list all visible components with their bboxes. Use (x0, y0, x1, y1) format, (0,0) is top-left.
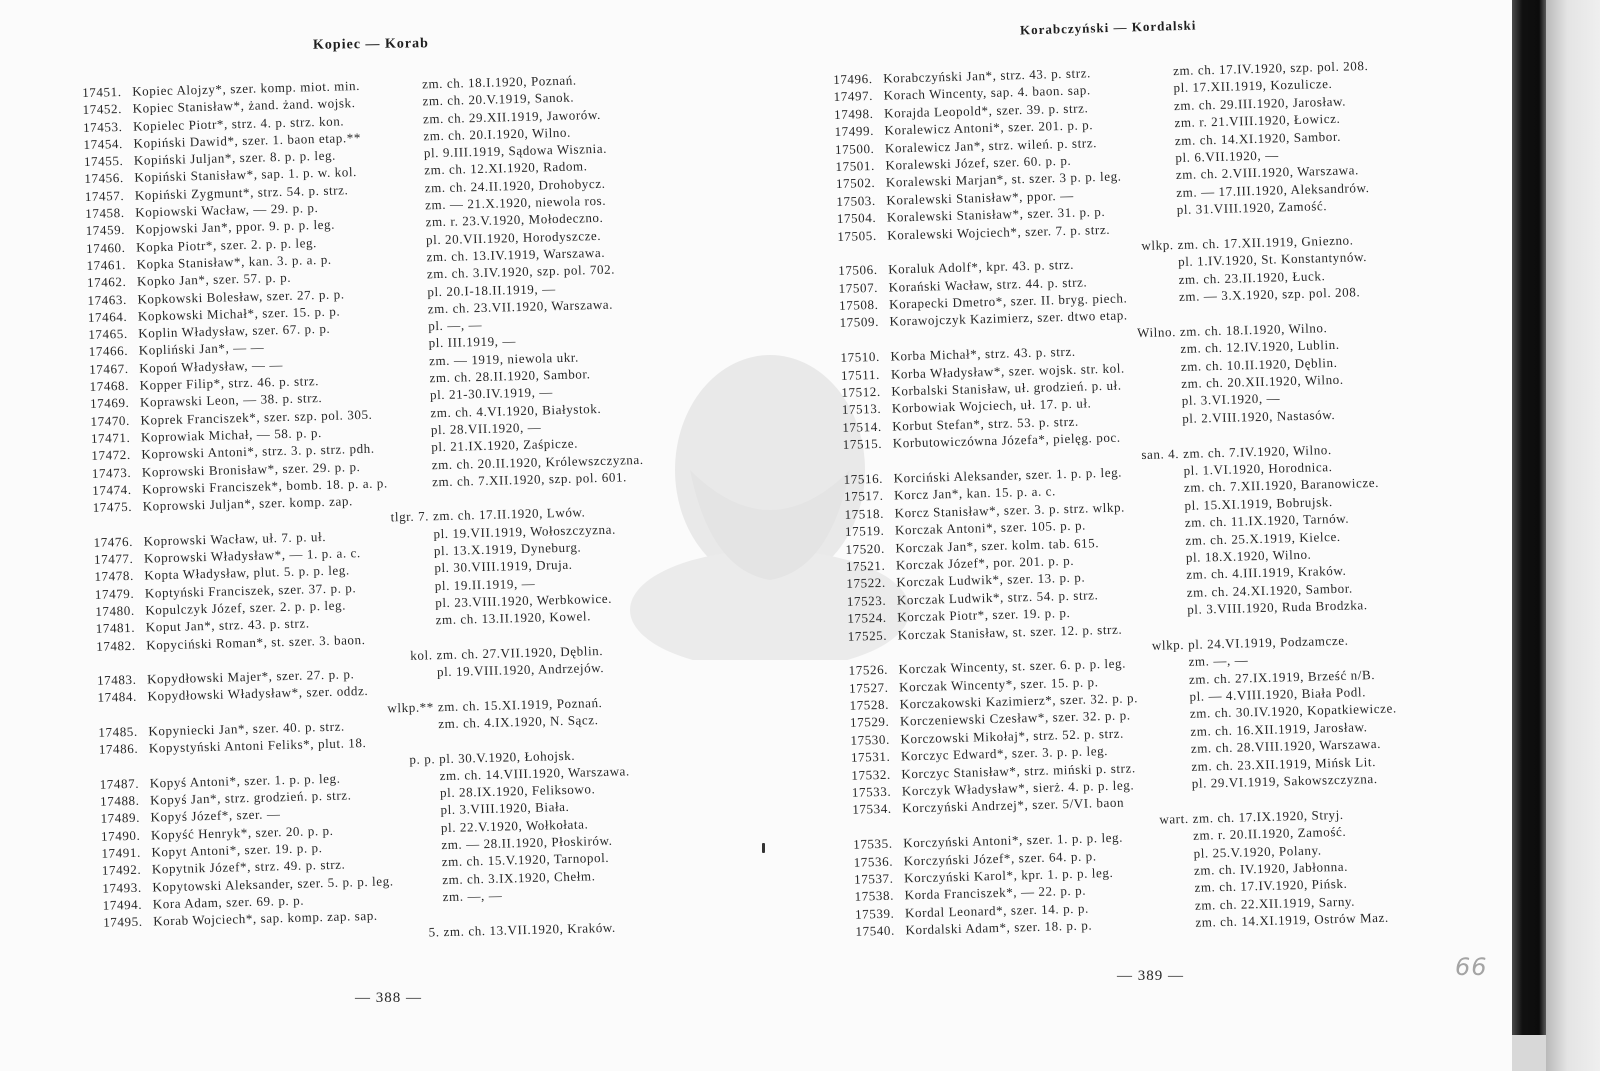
entry-number: 17503. (836, 192, 876, 209)
entry-description: Kopiec Alojzy*, szer. komp. miot. min. (132, 77, 361, 99)
entry-status: zm. ch. 25.X.1919, Kielce. (1185, 528, 1341, 548)
entry-description: Kopielec Piotr*, strz. 4. p. strz. kon. (132, 112, 345, 134)
entry-number: 17531. (850, 748, 891, 765)
entry-description: Korda Franciszek*, — 22. p. p. (904, 883, 1087, 903)
entry-continuation: tlgr. 7. (390, 508, 430, 525)
entry-description: Korczowski Mikołaj*, strz. 52. p. strz. (900, 725, 1125, 747)
entry-status: pl. 19.VIII.1920, Andrzejów. (436, 660, 605, 680)
entry-description: Kopko Jan*, szer. 57. p. p. (136, 270, 292, 289)
entry-number: 17504. (836, 210, 877, 227)
entry-status: pl. 22.V.1920, Wołkołata. (440, 816, 589, 835)
entry-number: 17540. (855, 922, 896, 939)
entry-number: 17464. (87, 308, 128, 325)
entry-status: pl. 1.VI.1920, Horodnica. (1183, 459, 1333, 478)
entry-number: 17536. (853, 853, 894, 870)
entry-description: Korajda Leopold*, szer. 39. p. strz. (883, 100, 1089, 121)
entry-number: 17532. (851, 766, 891, 783)
entry-number: 17508. (838, 296, 879, 313)
entry-number: 17475. (92, 498, 133, 515)
entry-number: 17509. (839, 314, 880, 331)
entry-description: Korawojczyk Kazimierz, szer. dtwo etap. (889, 307, 1128, 330)
entry-number: 17451. (82, 84, 122, 100)
entry-continuation: san. 4. (1141, 445, 1180, 462)
entry-status: zm. ch. 22.XII.1919, Sarny. (1194, 893, 1356, 913)
entry-number: 17527. (848, 679, 889, 696)
entry-number: 17528. (849, 696, 890, 713)
entry-number: 17480. (95, 602, 135, 619)
entry-status: zm. ch. 12.IV.1920, Lublin. (1180, 337, 1340, 357)
entry-status: zm. ch. 18.I.1920, Wilno. (1179, 320, 1328, 339)
entry-status: zm. ch. 20.II.1920, Królewszczyzna. (431, 451, 644, 472)
entry-number: 17470. (90, 412, 131, 429)
entry-status: zm. ch. 24.II.1920, Drohobycz. (424, 175, 606, 196)
entry-description: Korab Wojciech*, sap. komp. zap. sap. (153, 908, 378, 929)
entry-status: zm. ch. 17.IV.1920, Pińsk. (1194, 876, 1348, 896)
entry-description: Kopyś Józef*, szer. — (150, 806, 281, 825)
entry-description: Korba Michał*, strz. 43. p. strz. (890, 343, 1076, 364)
entry-description: Korach Wincenty, sap. 4. baon. sap. (883, 82, 1091, 104)
entry-number: 17499. (834, 123, 875, 140)
entry-status: pl. 3.VIII.1920, Biała. (440, 799, 570, 818)
entry-continuation: wlkp. (1141, 237, 1174, 253)
entry-number: 17500. (834, 140, 875, 157)
entry-description: Kopyść Henryk*, szer. 20. p. p. (150, 822, 334, 843)
entry-description: Koprowski Juljan*, szer. komp. zap. (142, 493, 354, 514)
entry-number: 17511. (840, 366, 881, 383)
entry-status: pl. 23.VIII.1920, Werbkowice. (435, 590, 613, 611)
entry-status: zm. ch. 23.II.1920, Łuck. (1178, 267, 1326, 287)
entry-number: 17514. (842, 418, 882, 435)
entry-number: 17453. (82, 118, 123, 135)
entry-status: pl. 31.VIII.1920, Zamość. (1176, 198, 1328, 218)
left-page-entries (82, 72, 644, 949)
entry-description: Koprowski Antoni*, strz. 3. p. strz. pdh. (141, 440, 375, 462)
entry-status: pl. 15.XI.1919, Bobrujsk. (1184, 493, 1333, 513)
entry-description: Korbalski Stanisław, uł. grodzień. p. uł. (891, 377, 1122, 399)
entry-status: zm. — 17.III.1920, Aleksandrów. (1176, 179, 1370, 200)
entry-number: 17487. (99, 775, 140, 792)
entry-status: zm. ch. 14.XI.1920, Sambor. (1174, 128, 1342, 148)
entry-status: zm. ch. 2.VIII.1920, Warszawa. (1175, 162, 1360, 183)
entry-status: zm. ch. 14.XI.1919, Ostrów Maz. (1195, 909, 1389, 930)
entry-status: zm. — 3.X.1920, szp. pol. 208. (1178, 284, 1361, 305)
entry-status: zm. ch. 17.IV.1920, szp. pol. 208. (1172, 57, 1369, 79)
entry-number: 17472. (91, 447, 131, 464)
entry-number: 17526. (848, 662, 889, 679)
entry-number: 17518. (844, 505, 885, 522)
entry-number: 17535. (853, 835, 893, 852)
entry-status: zm. ch. 13.II.1920, Kowel. (435, 608, 592, 628)
entry-number: 17490. (100, 827, 141, 844)
entry-description: Korabczyński Jan*, strz. 43. p. strz. (883, 65, 1092, 86)
entry-status: zm. ch. 15.V.1920, Tarnopol. (441, 850, 610, 870)
entry-number: 17483. (96, 671, 137, 688)
entry-status: pl. 17.XII.1919, Kozulicze. (1173, 76, 1333, 96)
entry-description: Korcz Jan*, kan. 15. p. a. c. (893, 483, 1057, 503)
entry-description: Koralewicz Jan*, strz. wileń. p. strz. (884, 134, 1098, 156)
scan-speck (762, 843, 765, 853)
entry-description: Korczak Ludwik*, szer. 13. p. p. (896, 569, 1086, 590)
entry-status: zm. ch. 3.IX.1920, Chełm. (442, 867, 596, 887)
entry-description: Koplin Władysław, szer. 67. p. p. (138, 320, 331, 341)
entry-description: Kopkowski Michał*, szer. 15. p. p. (137, 303, 341, 324)
entry-status: zm. ch. 13.VII.1920, Kraków. (443, 919, 616, 939)
entry-description: Korczyński Antoni*, szer. 1. p. p. leg. (903, 829, 1124, 851)
entry-number: 17497. (833, 88, 874, 105)
entry-status: pl. 28.IX.1920, Feliksowo. (439, 781, 596, 801)
entry-status: zm. ch. 4.III.1919, Kraków. (1186, 563, 1347, 583)
entry-number: 17469. (89, 395, 130, 412)
entry-number: 17529. (849, 714, 890, 731)
entry-status: pl. 20.VII.1920, Horodyszcze. (425, 227, 602, 248)
entry-description: Korba Władysław*, szer. wojsk. str. kol. (890, 360, 1125, 382)
entry-description: Kopiński Zygmunt*, strz. 54. p. strz. (134, 182, 349, 203)
entry-status: pl. 3.VIII.1920, Ruda Brodzka. (1187, 597, 1368, 618)
entry-number: 17512. (841, 383, 881, 400)
entry-description: Kopiński Stanisław*, sap. 1. p. w. kol. (134, 164, 358, 186)
entry-status: pl. 6.VII.1920, — (1175, 147, 1279, 166)
entry-description: Kordalski Adam*, szer. 18. p. p. (905, 917, 1093, 938)
entry-description: Korczak Jan*, szer. kolm. tab. 615. (895, 534, 1100, 556)
entry-number: 17460. (85, 239, 126, 256)
entry-description: Kopka Stanisław*, kan. 3. p. a. p. (136, 251, 332, 272)
entry-description: Korczak Ludwik*, strz. 54. p. strz. (896, 586, 1099, 608)
entry-number: 17510. (840, 349, 881, 366)
entry-description: Kopytnik Józef*, strz. 49. p. strz. (151, 856, 346, 877)
entry-number: 17457. (84, 187, 125, 204)
entry-number: 17482. (96, 637, 136, 654)
entry-number: 17495. (103, 913, 143, 930)
entry-status: zm. ch. 17.II.1920, Lwów. (432, 504, 586, 524)
entry-description: Korczak Józef*, por. 201. p. p. (895, 552, 1075, 573)
entry-description: Korcz Stanisław*, szer. 3. p. strz. wlkp. (894, 499, 1126, 521)
entry-status: zm. —, — (442, 887, 503, 905)
entry-number: 17459. (85, 222, 126, 239)
entry-number: 17523. (846, 592, 887, 609)
entry-number: 17467. (89, 360, 129, 377)
entry-number: 17530. (850, 731, 891, 748)
entry-status: zm. — 1919, niewola ukr. (428, 349, 580, 369)
entry-status: pl. 21-30.IV.1919, — (429, 384, 554, 403)
entry-status: zm. ch. 20.I.1920, Wilno. (423, 124, 572, 144)
entry-description: Koprowski Władysław*, — 1. p. a. c. (143, 545, 361, 566)
entry-status: zm. ch. 20.V.1919, Sanok. (422, 89, 575, 109)
entry-number: 17517. (843, 488, 884, 505)
entry-status: pl. 24.VI.1919, Podzamcze. (1187, 632, 1349, 652)
entry-status: pl. 29.VI.1919, Sakowszczyzna. (1191, 771, 1378, 791)
entry-description: Kopytowski Aleksander, szer. 5. p. p. leg. (152, 873, 394, 895)
entry-description: Kopyś Jan*, strz. grodzień. p. strz. (149, 787, 352, 808)
entry-status: zm. ch. 29.XII.1919, Jaworów. (422, 106, 602, 126)
entry-number: 17484. (97, 689, 138, 706)
entry-number: 17520. (845, 540, 886, 557)
entry-number: 17471. (90, 429, 131, 446)
entry-description: Kopper Filip*, strz. 46. p. strz. (139, 373, 320, 393)
entry-description: Koralewski Stanisław*, szer. 31. p. p. (886, 204, 1106, 225)
scanner-margin-bottom (1512, 1035, 1546, 1071)
left-page-number: — 388 — (355, 990, 422, 1006)
entry-status: zm. ch. 7.XII.1920, Baranowicze. (1183, 475, 1380, 496)
entry-number: 17479. (94, 585, 135, 602)
entry-number: 17537. (853, 870, 894, 887)
entry-description: Koralewski Stanisław*, ppor. — (886, 187, 1074, 208)
entry-status: zm. ch. 23.XII.1919, Mińsk Lit. (1191, 753, 1377, 774)
entry-description: Korczyc Stanisław*, strz. miński p. strz. (901, 759, 1136, 782)
entry-description: Koprek Franciszek*, szer. szp. pol. 305. (140, 406, 373, 428)
entry-status: zm. ch. 27.VII.1920, Dęblin. (436, 642, 604, 663)
entry-description: Kopkowski Bolesław, szer. 27. p. p. (137, 285, 345, 307)
entry-number: 17524. (847, 609, 887, 626)
entry-description: Kopoń Władysław, — — (139, 356, 284, 376)
entry-number: 17521. (845, 557, 886, 574)
entry-number: 17474. (92, 481, 132, 498)
entry-description: Korbutowiczówna Józefa*, pielęg. poc. (892, 429, 1121, 451)
scanner-margin (1546, 0, 1600, 1071)
entry-number: 17501. (835, 157, 876, 174)
entry-status: pl. III.1919, — (428, 333, 517, 351)
entry-number: 17478. (94, 568, 135, 585)
entry-status: pl. 1.IV.1920, St. Konstantynów. (1177, 249, 1368, 270)
entry-description: Kopiński Dawid*, szer. 1. baon etap.** (133, 129, 362, 151)
entry-status: zm. ch. 15.XI.1919, Poznań. (437, 694, 603, 714)
entry-status: zm. ch. 3.IV.1920, szp. pol. 702. (426, 261, 616, 282)
left-page-header: Kopiec — Korab (312, 36, 429, 53)
entry-number: 17465. (88, 326, 128, 343)
entry-number: 17506. (838, 262, 878, 279)
entry-status: zm. ch. 11.IX.1920, Tarnów. (1184, 510, 1350, 531)
entry-continuation: kol. (410, 647, 433, 663)
entry-description: Koralewski Wojciech*, szer. 7. p. strz. (887, 221, 1111, 243)
entry-status: pl. 30.VIII.1919, Druja. (434, 557, 573, 576)
entry-description: Koprowski Franciszek*, bomb. 18. p. a. p. (142, 475, 388, 497)
entry-continuation: wart. (1159, 810, 1189, 827)
entry-description: Korczak Wincenty, st. szer. 6. p. p. leg. (898, 655, 1127, 677)
entry-description: Koput Jan*, strz. 43. p. strz. (145, 615, 310, 635)
entry-description: Koraluk Adolf*, kpr. 43. p. strz. (888, 257, 1075, 277)
book-edge-shadow (1512, 0, 1546, 1035)
entry-status: zm. r. 21.VIII.1920, Łowicz. (1174, 110, 1341, 131)
entry-description: Kopjowski Jan*, ppor. 9. p. p. leg. (135, 217, 336, 238)
entry-status: zm. — 28.II.1920, Płoskirów. (441, 832, 613, 853)
entry-number: 17538. (854, 888, 895, 905)
entry-description: Koprowski Bronisław*, szer. 29. p. p. (141, 458, 361, 480)
entry-status: pl. 9.III.1919, Sądowa Wisznia. (423, 140, 608, 161)
entry-status: zm. r. 20.II.1920, Zamość. (1192, 824, 1347, 844)
entry-number: 17466. (88, 343, 129, 360)
entry-status: zm. ch. 30.IV.1920, Kopatkiewicze. (1189, 700, 1397, 722)
entry-number: 17477. (93, 550, 134, 567)
entry-description: Kopulczyk Józef, szer. 2. p. p. leg. (145, 597, 347, 618)
entry-description: Kopystyński Antoni Feliks*, plut. 18. (148, 735, 367, 756)
entry-status: zm. r. 23.V.1920, Mołodeczno. (425, 210, 604, 230)
entry-number: 17525. (847, 627, 888, 644)
entry-status: zm. —, — (1188, 652, 1249, 670)
entry-description: Koralewski Józef, szer. 60. p. p. (885, 152, 1072, 173)
entry-status: zm. ch. 7.XII.1920, szp. pol. 601. (431, 469, 628, 490)
entry-description: Kopiowski Wacław, — 29. p. p. (135, 200, 319, 220)
entry-description: Kopka Piotr*, szer. 2. p. p. leg. (135, 234, 318, 255)
entry-status: pl. 28.VII.1920, — (430, 419, 542, 438)
entry-description: Korczeniewski Czesław*, szer. 32. p. p. (899, 707, 1131, 729)
entry-status: pl. 21.IX.1920, Zaśpicze. (431, 435, 579, 455)
entry-description: Koptyński Franciszek, szer. 37. p. p. (144, 579, 357, 601)
entry-status: pl. 18.X.1920, Wilno. (1185, 546, 1312, 565)
entry-status: zm. ch. 10.II.1920, Dęblin. (1180, 354, 1338, 374)
entry-number: 17455. (83, 153, 124, 170)
entry-number: 17461. (86, 256, 127, 273)
entry-number: 17452. (82, 101, 123, 118)
entry-number: 17519. (844, 522, 885, 539)
entry-description: Korczyński Józef*, szer. 64. p. p. (903, 847, 1097, 868)
entry-number: 17539. (854, 905, 895, 922)
entry-status: zm. ch. 14.VIII.1920, Warszawa. (439, 763, 630, 784)
entry-number: 17513. (841, 401, 882, 418)
entry-description: Korciński Aleksander, szer. 1. p. p. leg. (893, 464, 1123, 486)
entry-continuation: wlkp.** (387, 698, 435, 716)
entry-status: zm. ch. 20.XII.1920, Wilno. (1181, 371, 1344, 392)
entry-description: Korczak Antoni*, szer. 105. p. p. (894, 517, 1087, 538)
entry-continuation: 5. (428, 923, 440, 940)
entry-number: 17507. (838, 279, 879, 296)
handwritten-page-note: 66 (1455, 953, 1488, 981)
entry-number: 17498. (833, 105, 874, 122)
entry-number: 17496. (833, 70, 873, 87)
entry-number: 17494. (102, 896, 143, 913)
entry-status: zm. — 21.X.1920, niewola ros. (424, 192, 607, 213)
entry-description: Korczyński Karol*, kpr. 1. p. p. leg. (903, 864, 1114, 886)
entry-number: 17491. (101, 844, 142, 861)
entry-number: 17481. (95, 620, 136, 637)
entry-status: pl. 19.VII.1919, Wołoszczyzna. (433, 521, 617, 541)
right-page-number: — 389 — (1117, 968, 1184, 984)
entry-description: Koprawski Leon, — 38. p. strz. (139, 390, 323, 410)
entry-description: Korczyc Edward*, szer. 3. p. p. leg. (900, 743, 1109, 764)
entry-number: 17502. (835, 175, 876, 192)
entry-description: Koprowski Wacław, uł. 7. p. uł. (143, 528, 327, 549)
entry-description: Koralewski Marjan*, st. szer. 3 p. p. leg. (885, 168, 1122, 190)
entry-description: Kopliński Jan*, — — (138, 339, 265, 359)
entry-status: zm. ch. 17.IX.1920, Stryj. (1192, 806, 1344, 826)
entry-continuation: p. p. (409, 750, 436, 767)
entry-number: 17534. (852, 801, 892, 818)
entry-description: Korczyk Władysław*, sierż. 4. p. p. leg. (901, 777, 1135, 799)
entry-description: Korapecki Dmetro*, szer. II. bryg. piech. (888, 290, 1128, 312)
entry-status: zm. ch. 27.IX.1919, Brześć n/B. (1188, 666, 1376, 687)
entry-description: Kopydłowski Majer*, szer. 27. p. p. (146, 666, 355, 687)
entry-number: 17493. (102, 879, 142, 896)
entry-number: 17492. (101, 862, 142, 879)
entry-status: pl. 2.VIII.1920, Nastasów. (1182, 406, 1336, 426)
entry-description: Kopyciński Roman*, st. szer. 3. baon. (146, 631, 366, 653)
entry-status: zm. ch. 4.VI.1920, Białystok. (430, 400, 602, 420)
entry-status: zm. ch. 29.III.1920, Jarosław. (1173, 93, 1347, 113)
entry-description: Kopyt Antoni*, szer. 19. p. p. (151, 840, 323, 860)
entry-status: pl. 19.II.1919, — (434, 575, 536, 593)
right-page-header: Korabczyński — Kordalski (1019, 17, 1197, 38)
entry-description: Korbut Stefan*, strz. 53. p. strz. (892, 413, 1079, 434)
entry-description: Korczak Wincenty*, szer. 15. p. p. (898, 673, 1099, 695)
entry-description: Kora Adam, szer. 69. p. p. (152, 892, 305, 912)
entry-description: Kopyniecki Jan*, szer. 40. p. strz. (148, 718, 345, 739)
entry-number: 17468. (89, 377, 130, 394)
entry-number: 17533. (851, 783, 892, 800)
entry-description: Korczak Piotr*, szer. 19. p. p. (897, 605, 1071, 625)
entry-number: 17485. (98, 723, 138, 740)
entry-description: Kopyś Antoni*, szer. 1. p. p. leg. (149, 770, 341, 791)
entry-continuation: wlkp. (1151, 636, 1185, 653)
entry-number: 17458. (85, 205, 125, 222)
entry-number: 17476. (93, 533, 134, 550)
entry-status: zm. ch. 18.I.1920, Poznań. (421, 72, 577, 92)
entry-status: pl. 3.VI.1920, — (1181, 390, 1281, 409)
entry-number: 17456. (84, 170, 124, 187)
entry-number: 17515. (842, 436, 883, 453)
entry-status: zm. ch. 24.XI.1920, Sambor. (1186, 580, 1353, 600)
entry-status: zm. ch. 28.II.1920, Sambor. (429, 366, 591, 386)
entry-status: pl. 25.V.1920, Polany. (1193, 842, 1322, 861)
entry-number: 17463. (87, 291, 128, 308)
entry-status: pl. 13.X.1919, Dyneburg. (433, 539, 582, 559)
entry-number: 17486. (98, 741, 139, 758)
entry-description: Kordal Leonard*, szer. 14. p. p. (904, 900, 1090, 921)
entry-description: Koralewicz Antoni*, szer. 201. p. p. (884, 117, 1094, 138)
entry-description: Korbowiak Wojciech, uł. 17. p. uł. (891, 395, 1092, 416)
entry-number: 17454. (83, 135, 124, 152)
entry-description: Korczyński Andrzej*, szer. 5/VI. baon (902, 795, 1125, 816)
entry-status: pl. 20.I-18.II.1919, — (427, 280, 556, 299)
entry-description: Korański Wacław, strz. 44. p. strz. (888, 274, 1088, 295)
entry-description: Kopta Władysław, plut. 5. p. p. leg. (144, 562, 350, 583)
entry-number: 17473. (91, 464, 132, 481)
entry-number: 17489. (100, 810, 141, 827)
entry-number: 17522. (846, 575, 886, 592)
entry-description: Korczak Stanisław, st. szer. 12. p. strz. (897, 621, 1123, 642)
entry-number: 17505. (837, 227, 877, 244)
entry-description: Korczakowski Kazimierz*, szer. 32. p. p. (899, 690, 1139, 712)
entry-number: 17462. (86, 274, 127, 291)
entry-status: zm. ch. 17.XII.1919, Gniezno. (1177, 232, 1354, 252)
entry-status: zm. ch. 16.XII.1919, Jarosław. (1190, 719, 1368, 739)
entry-description: Kopydłowski Władysław*, szer. oddz. (147, 683, 369, 704)
entry-status: zm. ch. 4.IX.1920, N. Sącz. (438, 712, 599, 732)
entry-description: Kopiec Stanisław*, żand. żand. wojsk. (132, 95, 356, 117)
entry-description: Kopiński Juljan*, szer. 8. p. p. leg. (133, 147, 337, 168)
entry-number: 17488. (99, 792, 140, 809)
entry-status: zm. ch. 23.VII.1920, Warszawa. (427, 296, 614, 317)
entry-description: Koprowiak Michał, — 58. p. p. (140, 424, 323, 445)
entry-number: 17516. (843, 470, 884, 487)
entry-continuation: Wilno. (1136, 323, 1177, 340)
entry-status: pl. —, — (428, 317, 483, 334)
entry-status: zm. ch. 28.VIII.1920, Warszawa. (1190, 736, 1382, 757)
entry-status: zm. ch. 13.IV.1919, Warszawa. (426, 244, 606, 265)
entry-status: zm. ch. 12.XI.1920, Radom. (424, 158, 588, 178)
entry-status: zm. ch. IV.1920, Jabłonna. (1193, 858, 1349, 878)
entry-status: zm. ch. 7.IV.1920, Wilno. (1182, 441, 1332, 461)
entry-status: pl. 30.V.1920, Łohojsk. (438, 747, 576, 766)
entry-status: pl. — 4.VIII.1920, Biała Podl. (1189, 684, 1367, 704)
